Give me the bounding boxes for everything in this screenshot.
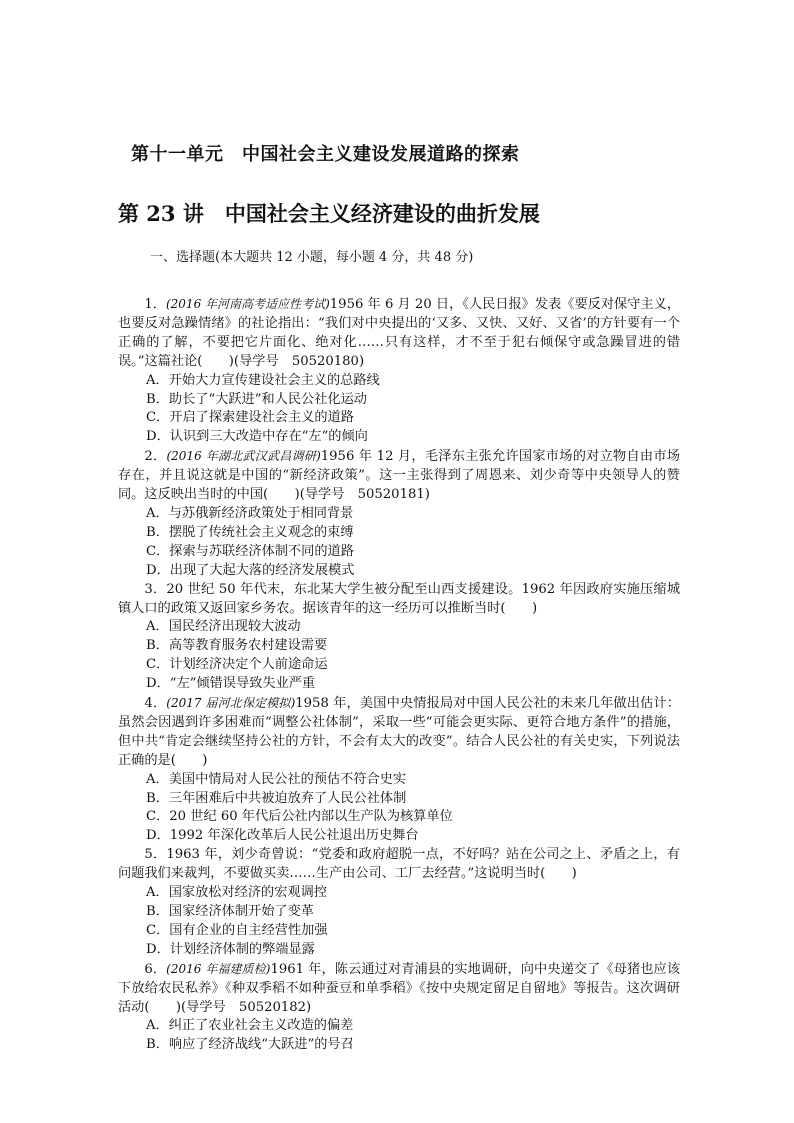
option-b: B．三年困难后中共被迫放弃了人民公社体制 [146, 790, 407, 806]
option-a: A．纠正了农业社会主义改造的偏差 [146, 1018, 354, 1034]
question-source: (2016 年湖北武汉武昌调研) [166, 449, 321, 464]
unit-title: 第十一单元 中国社会主义建设发展道路的探索 [131, 144, 520, 165]
question-2 [118, 447, 680, 580]
question-stem [118, 694, 680, 771]
question-text: 1958 年，美国中央情报局对中国人民公社的未来几年做出估计：虽然会因遇到许多困难而“调整公社体制”，采取一些“可能会更实际、更符合地方条件”的措施，但中共“肯定会继续坚持公社的方针，不会有太大的改变”。结合人民公社的有关史实，下列说法正确的是( ) [118, 696, 681, 768]
option-d: D．1992 年深化改革后人民公社退出历史舞台 [146, 828, 419, 844]
question-text: 1961 年，陈云通过对青浦县的实地调研，向中央递交了《母猪也应该下放给农民私养》《种双季稻不如种蚕豆和单季稻》《按中央规定留足自留地》等报告。这次调研活动( )(导学号 50520182) [118, 961, 681, 1015]
question-source: (2017 届河北保定模拟) [166, 696, 296, 711]
question-text: 1956 年 12 月，毛泽东主张允许国家市场的对立物自由市场存在，并且说这就是中国的“新经济政策”。这一主张得到了周恩来、刘少奇等中央领导人的赞同。这反映出当时的中国( )(导学号 50520181) [118, 449, 680, 503]
option-d: D．出现了大起大落的经济发展模式 [146, 562, 355, 578]
section-title: 一、选择题(本大题共 12 小题，每小题 4 分，共 48 分) [150, 250, 474, 265]
option-b: B．助长了“大跃进”和人民公社化运动 [146, 391, 367, 407]
option-a: A．美国中情局对人民公社的预估不符合史实 [146, 771, 407, 787]
question-6 [118, 960, 680, 1056]
option-c: C．国有企业的自主经营性加强 [146, 922, 328, 938]
option-a: A．与苏俄新经济政策处于相同背景 [146, 505, 354, 521]
question-stem [118, 581, 680, 619]
option-c: C．计划经济决定个人前途命运 [146, 657, 328, 673]
option-a: A．国民经济出现较大波动 [146, 619, 301, 635]
option-b: B．摆脱了传统社会主义观念的束缚 [146, 524, 354, 540]
option-b: B．国家经济体制开始了变革 [146, 904, 314, 919]
option-d: D．计划经济体制的弊端显露 [146, 941, 315, 957]
option-d: D．认识到三大改造中存在“左”的倾向 [146, 429, 368, 445]
question-number: 6． [144, 961, 167, 977]
question-text: 1963 年，刘少奇曾说：“党委和政府超脱一点，不好吗？站在公司之上、矛盾之上，有问题我们来裁判，不要做买卖……生产由公司、工厂去经营。”这说明当时( ) [118, 847, 680, 882]
question-list [118, 295, 680, 1055]
question-source: (2016 年福建质检) [166, 961, 271, 976]
question-text: 20 世纪 50 年代末，东北某大学生被分配至山西支援建设。1962 年因政府实施压缩城镇人口的政策又返回家乡务农。据该青年的这一经历可以推断当时( ) [118, 581, 681, 616]
question-3 [118, 581, 680, 694]
question-number: 5． [144, 847, 167, 863]
question-5 [118, 846, 680, 959]
option-b: B．响应了经济战线“大跃进”的号召 [146, 1037, 354, 1053]
option-c: C．20 世纪 60 年代后公社内部以生产队为核算单位 [146, 809, 453, 825]
question-stem [118, 846, 680, 884]
question-4 [118, 694, 680, 846]
question-source: (2016 年河南高考适应性考试) [165, 297, 330, 311]
question-stem [118, 447, 680, 505]
question-number: 2． [144, 449, 167, 465]
option-d: D．“左”倾错误导致失业严重 [146, 676, 316, 692]
lesson-title: 第 23 讲 中国社会主义经济建设的曲折发展 [118, 201, 540, 226]
option-a: A．开始大力宣传建设社会主义的总路线 [146, 372, 380, 388]
question-stem [118, 960, 680, 1018]
question-number: 1． [144, 297, 166, 312]
option-b: B．高等教育服务农村建设需要 [146, 638, 328, 654]
option-c: C．开启了探索建设社会主义的道路 [146, 410, 354, 426]
question-1 [118, 295, 680, 447]
option-a: A．国家放松对经济的宏观调控 [146, 885, 327, 901]
question-number: 4． [144, 696, 167, 712]
question-stem [118, 295, 680, 372]
question-text: 1956 年 6 月 20 日，《人民日报》发表《要反对保守主义，也要反对急躁情绪》的社论指出：“我们对中央提出的‘又多、又快、又好、又省’的方针要有一个正确的了解，不要把它片面化、绝对化……只有这样，才不至于犯右倾保守或急躁冒进的错误。”这篇社论( )(导学号 50520180) [118, 297, 681, 369]
question-number: 3． [144, 581, 167, 597]
option-c: C．探索与苏联经济体制不同的道路 [146, 543, 354, 559]
